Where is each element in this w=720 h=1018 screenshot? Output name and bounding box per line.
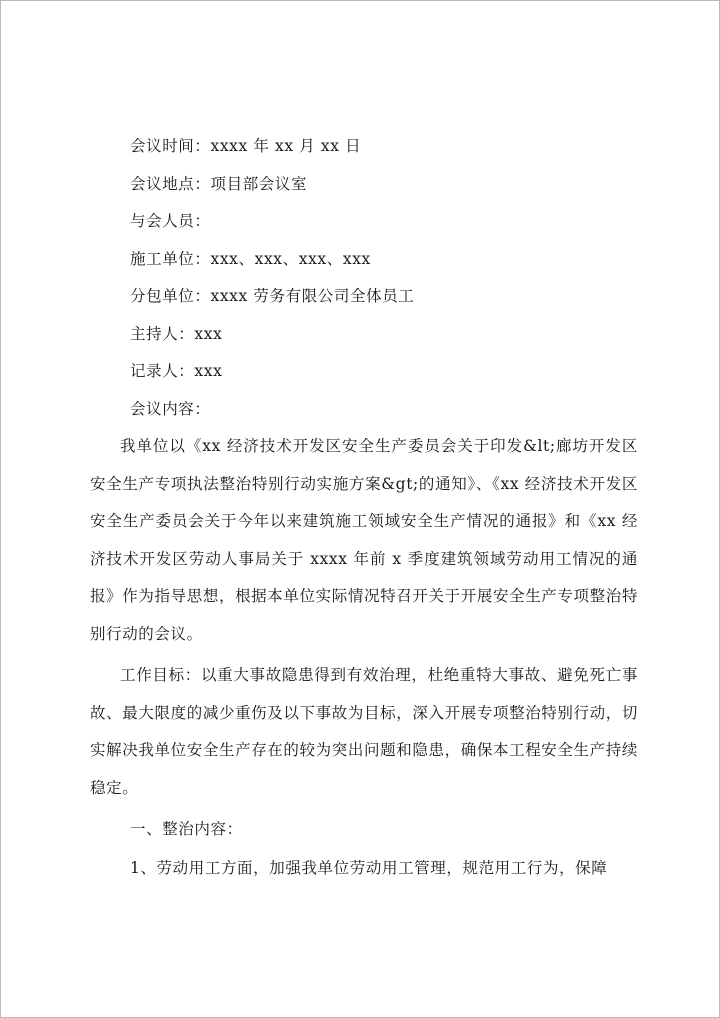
meeting-place: 会议地点：项目部会议室: [130, 174, 308, 193]
content-label: 会议内容：: [130, 399, 211, 418]
section-heading: 一、整治内容：: [130, 820, 243, 838]
list-item: 1、劳动用工方面，加强我单位劳动用工管理，规范用工行为，保障: [130, 858, 608, 877]
paragraph-work-goal: 工作目标：以重大事故隐患得到有效治理，杜绝重特大事故、避免死亡事故、最大限度的减少重伤及以下事故为目标，深入开展专项整治特别行动，切实解决我单位安全生产存在的较为突出问题和隐患，确保本工程安全生产持续稳定。: [90, 666, 638, 797]
meeting-time: 会议时间：xxxx 年 xx 月 xx 日: [130, 137, 362, 155]
subcontract-unit: 分包单位：xxxx 劳务有限公司全体员工: [130, 287, 415, 305]
construction-unit: 施工单位：xxx、xxx、xxx、xxx: [130, 249, 371, 268]
host: 主持人：xxx: [130, 324, 223, 343]
recorder: 记录人：xxx: [130, 362, 223, 380]
document-body: [90, 128, 638, 887]
attendees-label: 与会人员：: [130, 212, 211, 230]
paragraph-guiding-documents: 我单位以《xx 经济技术开发区安全生产委员会关于印发&lt;廊坊开发区安全生产专项执法整治特别行动实施方案&gt;的通知》、《xx 经济技术开发区安全生产委员会关于今年以来建筑施工领域安全生产情况的通报》和《xx 经济技术开发区劳动人事局关于 xxxx 年前 x 季度建筑领域劳动用工情况的通报》作为指导思想，根据本单位实际情况特召开关于开展安全生产专项整治特别行动的会议。: [90, 437, 638, 643]
